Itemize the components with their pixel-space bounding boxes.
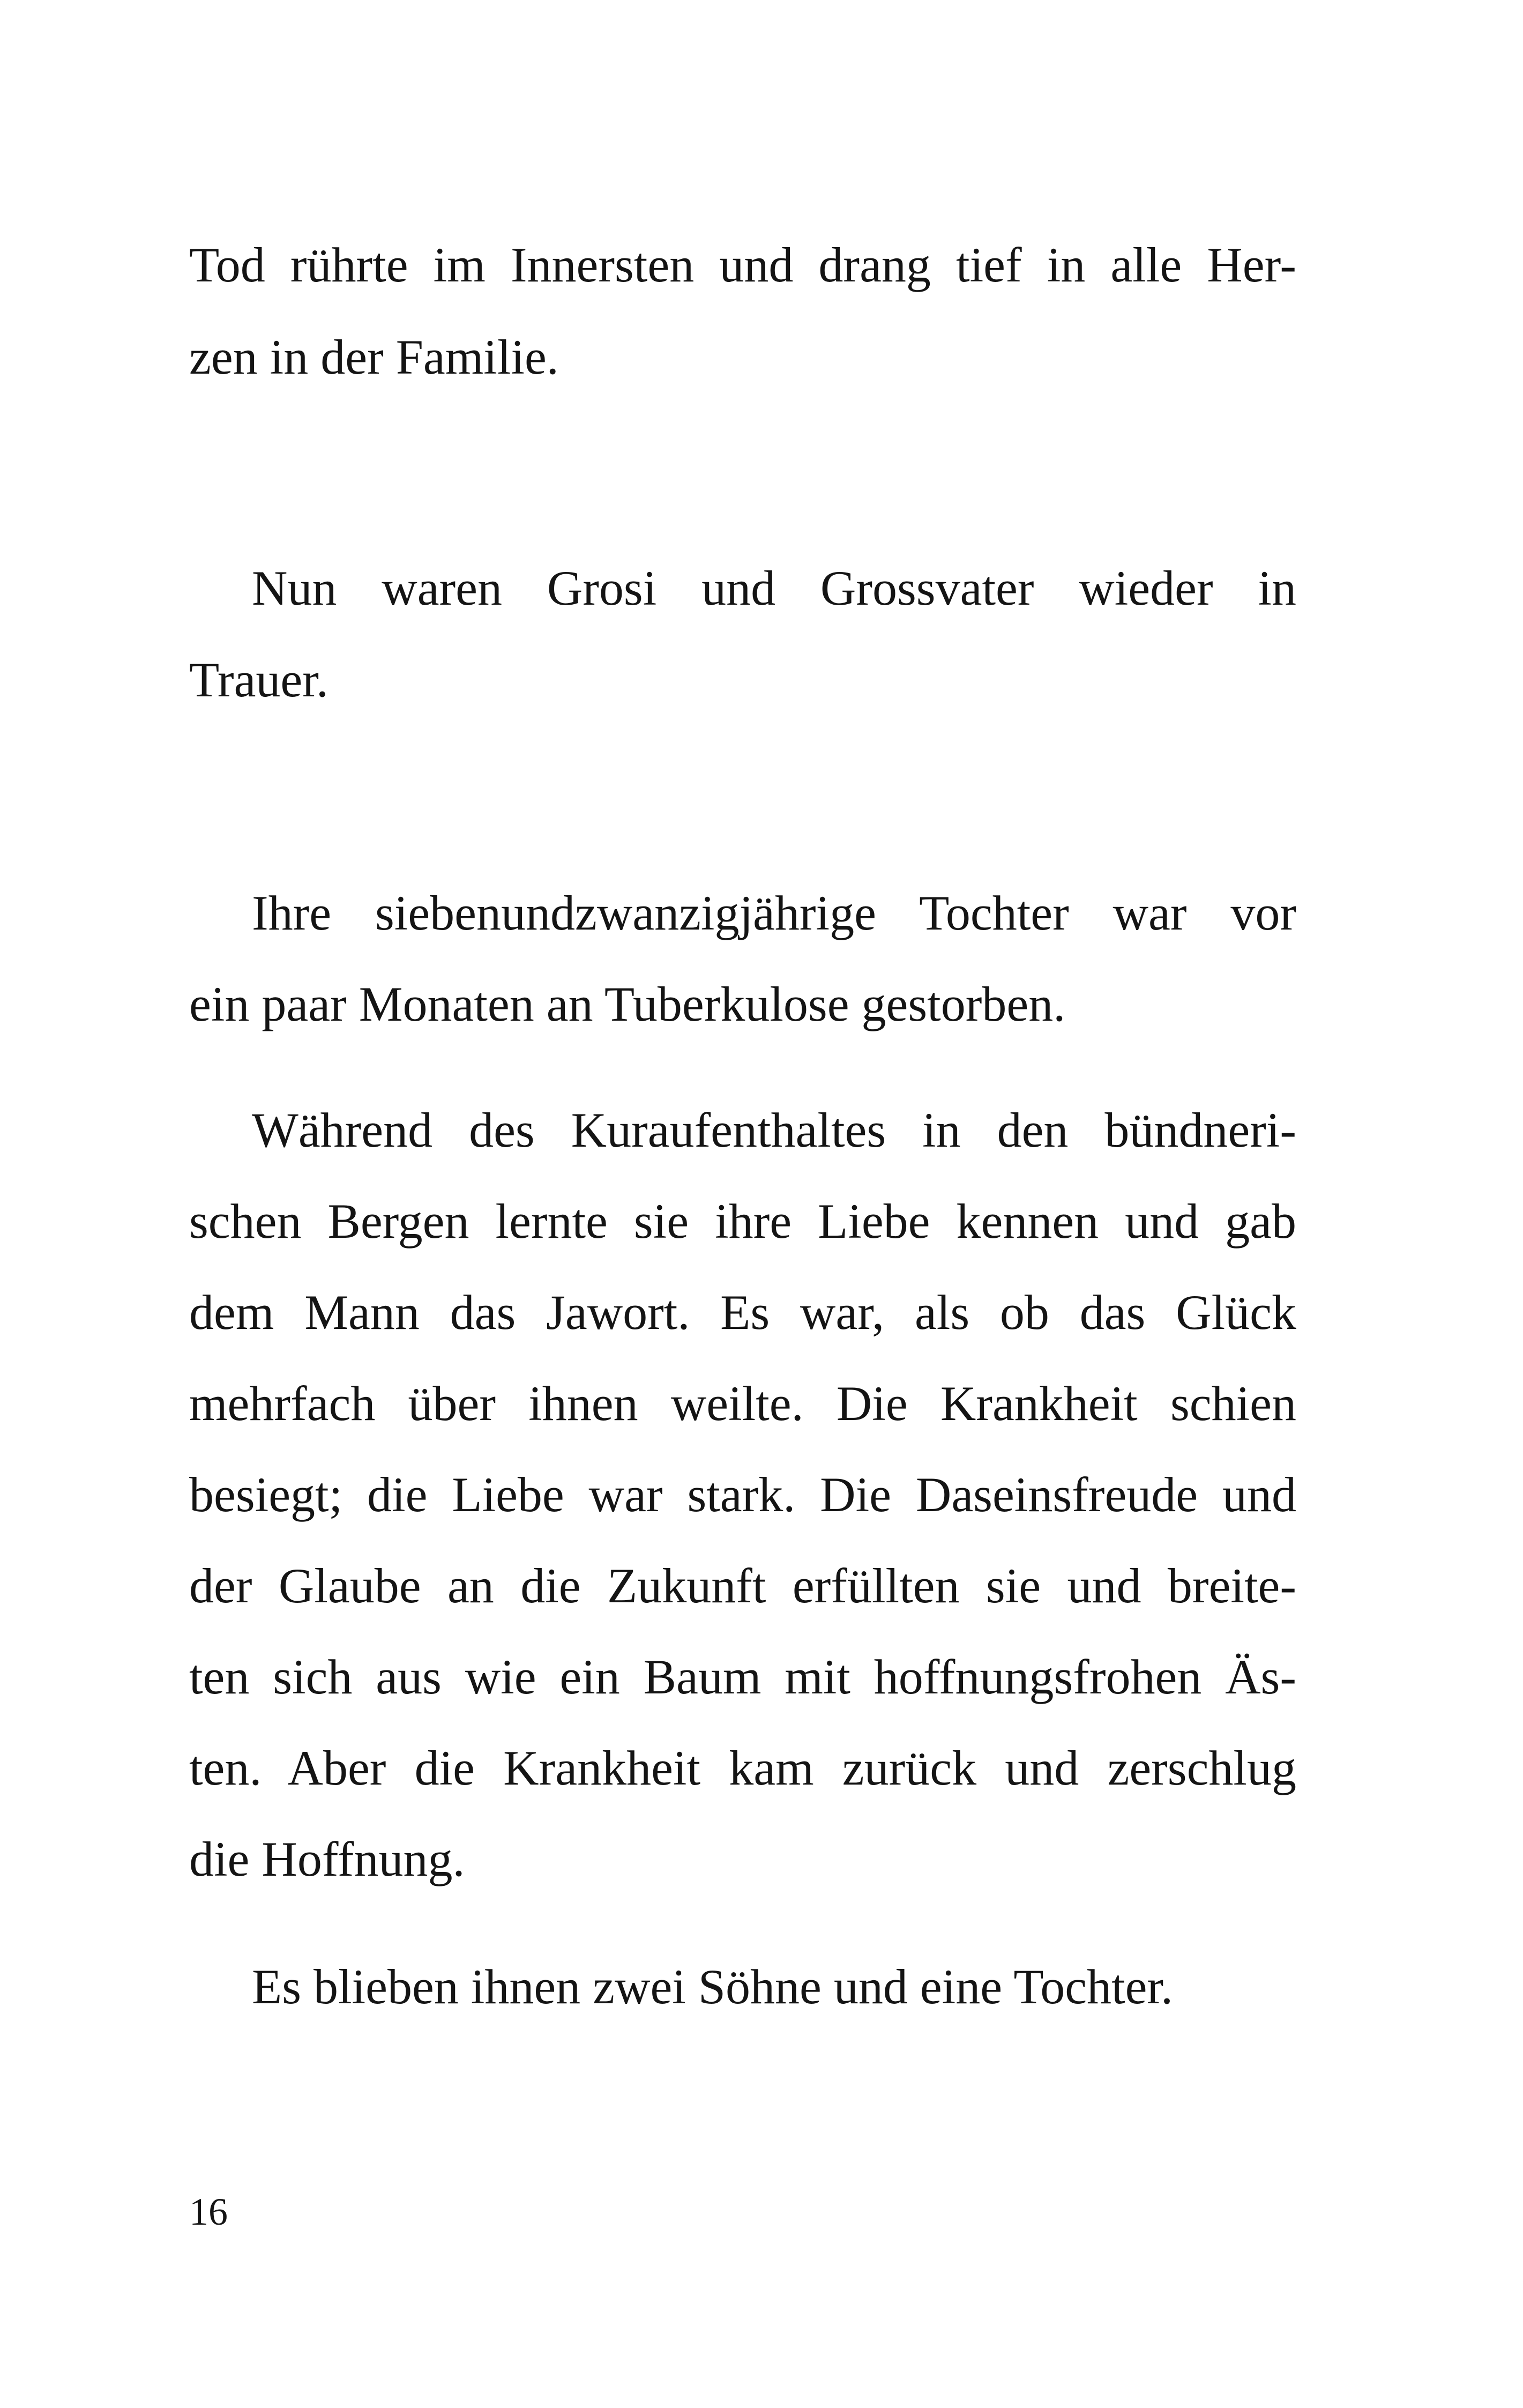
- text-line: dem Mann das Jawort. Es war, als ob das Glück: [189, 1285, 1296, 1340]
- text-line: zen in der Familie.: [189, 330, 559, 384]
- text-line: schen Bergen lernte sie ihre Liebe kennen und gab: [189, 1194, 1296, 1248]
- text-line: besiegt; die Liebe war stark. Die Daseinsfreude und: [189, 1467, 1296, 1522]
- text-line: Trauer.: [189, 652, 329, 707]
- text-line: ein paar Monaten an Tuberkulose gestorben.: [189, 977, 1066, 1031]
- text-line: Während des Kuraufenthaltes in den bündneri-: [252, 1103, 1296, 1157]
- text-line: der Glaube an die Zukunft erfüllten sie und breite-: [189, 1558, 1296, 1613]
- text-line: Tod rührte im Innersten und drang tief in alle Her-: [189, 237, 1296, 292]
- text-line: die Hoffnung.: [189, 1832, 465, 1886]
- text-line: Ihre siebenundzwanzigjährige Tochter war vor: [252, 886, 1296, 940]
- text-line: mehrfach über ihnen weilte. Die Krankheit schien: [189, 1376, 1296, 1431]
- text-line: ten. Aber die Krankheit kam zurück und zerschlug: [189, 1741, 1296, 1795]
- text-line: ten sich aus wie ein Baum mit hoffnungsfrohen Äs-: [189, 1649, 1296, 1704]
- text-line: Nun waren Grosi und Grossvater wieder in: [252, 561, 1296, 615]
- text-line: Es blieben ihnen zwei Söhne und eine Tochter.: [252, 1959, 1173, 2014]
- page-number: 16: [189, 2190, 228, 2233]
